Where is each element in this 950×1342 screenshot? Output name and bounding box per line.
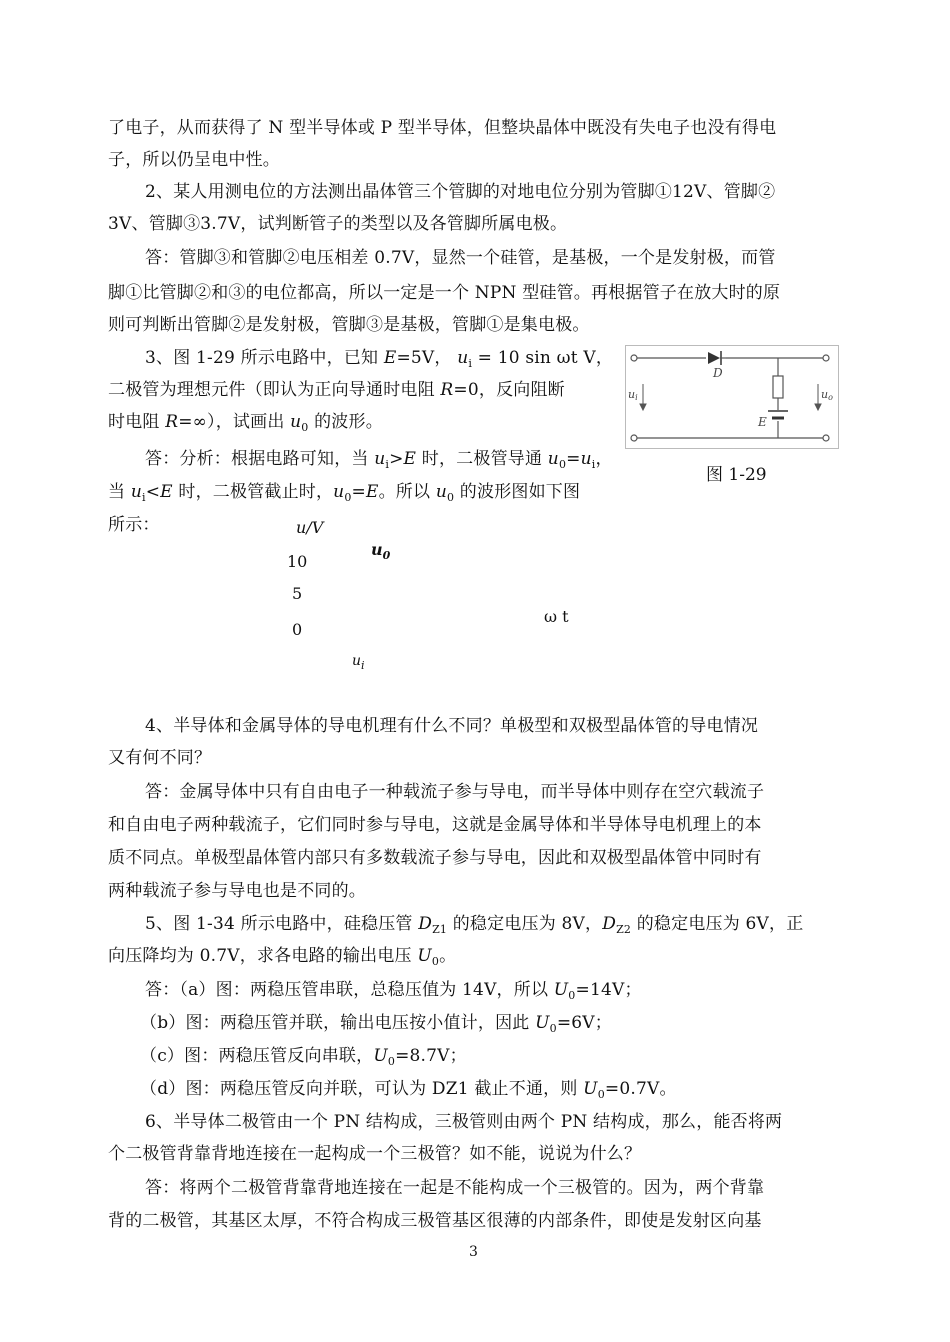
text: 的波形。 — [308, 412, 383, 432]
circuit-figure-1-29 — [625, 345, 839, 449]
u0-sub: 0 — [382, 549, 391, 562]
symbol: u — [374, 449, 386, 469]
text: ， — [595, 449, 613, 469]
answer-3-line — [108, 481, 580, 509]
text: = — [351, 482, 366, 502]
label-uo-main: u — [821, 388, 829, 401]
text: > — [389, 449, 404, 469]
figure-caption: 图 1-29 — [706, 465, 767, 485]
symbol: U — [583, 1079, 598, 1099]
symbol: u — [580, 449, 592, 469]
question-3-line — [145, 347, 613, 375]
waveform-u0-label — [371, 540, 390, 562]
question-3-line — [108, 379, 565, 401]
answer-6-line: 背的二极管，其基区太厚，不符合构成三极管基区很薄的内部条件，即使是发射区向基 — [108, 1211, 762, 1231]
arrow-icon — [640, 384, 821, 410]
paragraph-line: 了电子，从而获得了 N 型半导体或 P 型半导体，但整块晶体中既没有失电子也没有得电 — [108, 118, 777, 138]
answer-4-line: 答：金属导体中只有自由电子一种载流子参与导电，而半导体中则存在空穴载流子 — [145, 782, 765, 802]
equation-rhs: = 10 sin ωt — [472, 348, 578, 368]
text: V， — [577, 348, 614, 368]
subscript: 0 — [387, 1055, 396, 1068]
symbol: u — [130, 482, 142, 502]
answer-2-line: 则可判断出管脚②是发射极，管脚③是基极，管脚①是集电极。 — [108, 315, 590, 335]
answer-4-line: 和自由电子两种载流子，它们同时参与导电，这就是金属导体和半导体导电机理上的本 — [108, 815, 762, 835]
subscript: 0 — [344, 491, 352, 504]
answer-6-line: 答：将两个二极管背靠背地连接在一起是不能构成一个三极管的。因为，两个背靠 — [145, 1178, 765, 1198]
subscript: i — [385, 458, 390, 471]
waveform-axis-label: u/V — [296, 518, 324, 537]
symbol: U — [535, 1013, 550, 1033]
text: （c）图：两稳压管反向串联， — [140, 1046, 374, 1066]
question-5-line — [145, 913, 803, 941]
symbol: D — [418, 914, 433, 934]
label-E: E — [758, 415, 767, 429]
subscript: i — [468, 357, 473, 370]
subscript: 0 — [558, 458, 567, 471]
answer-4-line: 质不同点。单极型晶体管内部只有多数载流子参与导电，因此和双极型晶体管中同时有 — [108, 848, 762, 868]
waveform-tick-10: 10 — [287, 552, 308, 571]
u0-main: u — [371, 540, 383, 559]
question-6-line: 个二极管背靠背地连接在一起构成一个三极管？如不能，说说为什么？ — [108, 1144, 642, 1164]
symbol: E — [160, 482, 173, 502]
subscript: Z2 — [616, 923, 632, 936]
answer-5c-line — [140, 1045, 467, 1073]
text: 二极管为理想元件（即认为正向导通时电阻 — [108, 380, 441, 400]
subscript: 0 — [431, 955, 440, 968]
question-2-line: 2、某人用测电位的方法测出晶体管三个管脚的对地电位分别为管脚①12V、管脚② — [145, 182, 776, 202]
symbol: u — [333, 482, 345, 502]
symbol-R: R — [165, 412, 179, 432]
text: 5、图 1-34 所示电路中，硅稳压管 — [145, 914, 419, 934]
subscript: 0 — [549, 1022, 557, 1035]
answer-5a-line — [145, 979, 642, 1007]
text: 的波形图如下图 — [454, 482, 581, 502]
subscript: Z1 — [432, 923, 448, 936]
text: =6V； — [556, 1013, 612, 1033]
text: =8.7V； — [395, 1046, 467, 1066]
paragraph-line: 子，所以仍呈电中性。 — [108, 150, 280, 170]
label-uo-sub: o — [828, 393, 833, 402]
question-2-line: 3V、管脚③3.7V，试判断管子的类型以及各管脚所属电极。 — [108, 214, 568, 234]
question-4-line: 4、半导体和金属导体的导电机理有什么不同？单极型和双极型晶体管的导电情况 — [145, 716, 759, 736]
text: 。 — [439, 946, 457, 966]
subscript: 0 — [597, 1088, 605, 1101]
text: = — [566, 449, 581, 469]
text: 的稳定电压为 6V，正 — [631, 914, 804, 934]
answer-3-line — [145, 448, 613, 476]
text: 向压降均为 0.7V，求各电路的输出电压 — [108, 946, 418, 966]
symbol: u — [435, 482, 447, 502]
circuit-diagram — [626, 346, 838, 448]
answer-2-line: 答：管脚③和管脚②电压相差 0.7V，显然一个硅管，是基极，一个是发射极，而管 — [145, 248, 776, 268]
question-3-line — [108, 411, 383, 439]
label-uo — [821, 388, 833, 402]
symbol-R: R — [440, 380, 454, 400]
waveform-ui-label — [352, 653, 365, 672]
text: 时，二极管截止时， — [172, 482, 334, 502]
answer-4-line: 两种载流子参与导电也是不同的。 — [108, 881, 366, 901]
text: =5V， — [396, 348, 452, 368]
waveform-omega-t-label: ω t — [544, 607, 569, 626]
label-ui-main: u — [628, 388, 636, 401]
text: =∞），试画出 — [178, 412, 291, 432]
text: < — [145, 482, 161, 502]
question-4-line: 又有何不同？ — [108, 748, 212, 768]
symbol-u0: u — [290, 412, 302, 432]
waveform-tick-0: 0 — [292, 620, 303, 639]
text: 时，二极管导通 — [416, 449, 548, 469]
waveform-tick-5: 5 — [292, 584, 303, 603]
answer-3-line: 所示： — [108, 515, 160, 535]
subscript: 0 — [568, 989, 576, 1002]
symbol: E — [365, 482, 379, 502]
text: 答：（a）图：两稳压管串联，总稳压值为 14V，所以 — [145, 980, 554, 1000]
answer-2-line: 脚①比管脚②和③的电位都高，所以一定是一个 NPN 型硅管。再根据管子在放大时的原 — [108, 283, 781, 303]
answer-5b-line — [140, 1012, 612, 1040]
text: 当 — [108, 482, 131, 502]
symbol: u — [547, 449, 559, 469]
ui-main: u — [352, 653, 362, 669]
text: 。所以 — [378, 482, 436, 502]
subscript: i — [591, 458, 596, 471]
text: 的稳定电压为 8V， — [447, 914, 603, 934]
symbol: E — [403, 449, 417, 469]
question-5-line — [108, 945, 456, 973]
text: 时电阻 — [108, 412, 166, 432]
text: =14V； — [575, 980, 642, 1000]
text: =0，反向阻断 — [453, 380, 565, 400]
subscript: 0 — [446, 491, 455, 504]
diode-icon — [708, 351, 726, 365]
label-ui-sub: i — [635, 393, 638, 402]
label-D: D — [713, 366, 723, 380]
label-ui — [628, 388, 638, 402]
text: 3、图 1-29 所示电路中，已知 — [145, 348, 384, 368]
subscript: i — [141, 491, 146, 504]
text: （b）图：两稳压管并联，输出电压按小值计，因此 — [140, 1013, 536, 1033]
text: =0.7V。 — [604, 1079, 677, 1099]
battery-icon — [768, 411, 788, 418]
equation-ui: u — [457, 348, 469, 368]
ui-sub: i — [361, 659, 365, 672]
symbol: U — [417, 946, 432, 966]
symbol: U — [553, 980, 569, 1000]
answer-5d-line — [140, 1078, 677, 1106]
question-6-line: 6、半导体二极管由一个 PN 结构成，三极管则由两个 PN 结构成，那么，能否将两 — [145, 1112, 783, 1132]
subscript: 0 — [301, 421, 309, 434]
text: 答：分析：根据电路可知，当 — [145, 449, 375, 469]
symbol: D — [602, 914, 617, 934]
page-number: 3 — [469, 1244, 478, 1260]
symbol: U — [373, 1046, 388, 1066]
text: （d）图：两稳压管反向并联，可认为 DZ1 截止不通，则 — [140, 1079, 584, 1099]
symbol-E: E — [383, 348, 397, 368]
